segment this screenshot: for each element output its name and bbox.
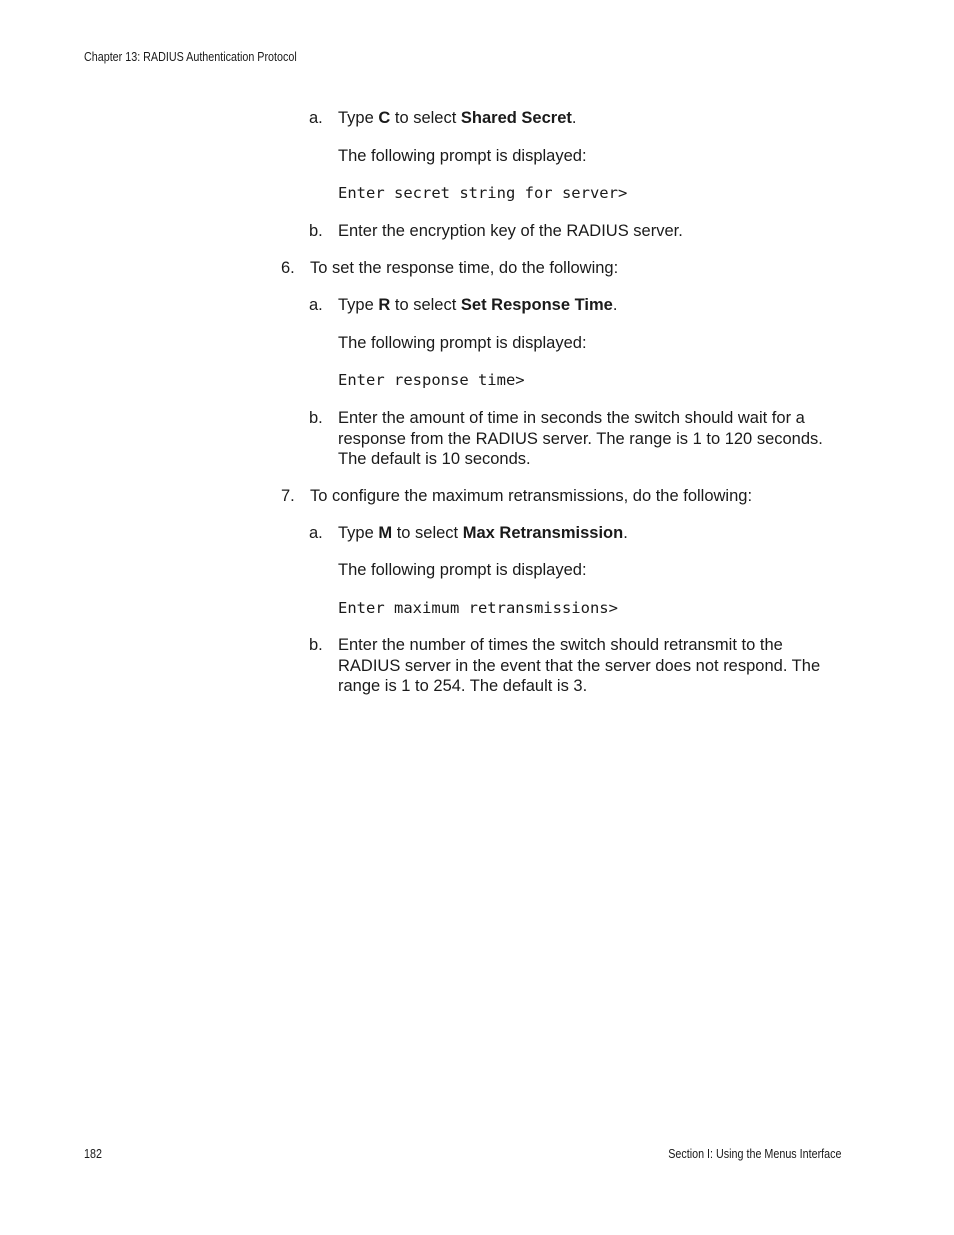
substep-marker: a.	[309, 524, 323, 542]
substep-text: Type C to select Shared Secret.	[338, 109, 577, 127]
menu-option: Max Retransmission	[462, 524, 624, 542]
key-letter: R	[378, 296, 391, 314]
substep-text: Enter the amount of time in seconds the switch should wait for a response from the RADIUS server. The range is 1 to 120 seconds. The default is 10 seconds.	[338, 409, 823, 468]
menu-option: Set Response Time	[460, 296, 613, 314]
prompt-intro: The following prompt is displayed:	[338, 147, 587, 165]
prompt-intro: The following prompt is displayed:	[338, 561, 587, 579]
prompt-code: Enter secret string for server>	[338, 184, 628, 202]
step-number: 6.	[281, 259, 295, 277]
menu-option: Shared Secret	[460, 109, 572, 127]
running-header: Chapter 13: RADIUS Authentication Protocol	[84, 50, 297, 64]
key-letter: M	[378, 524, 393, 542]
key-letter: C	[378, 109, 391, 127]
step-text: To set the response time, do the following:	[310, 259, 619, 277]
substep-marker: a.	[309, 296, 323, 314]
prompt-code: Enter response time>	[338, 371, 525, 389]
substep-marker: b.	[309, 222, 323, 240]
substep-text: Enter the encryption key of the RADIUS server.	[338, 222, 683, 240]
step-text: To configure the maximum retransmissions, do the following:	[310, 487, 753, 505]
substep-text: Enter the number of times the switch should retransmit to the RADIUS server in the event that the server does not respond. The range is 1 to 254. The default is 3.	[338, 636, 821, 695]
running-footer: Section I: Using the Menus Interface	[667, 1147, 841, 1161]
substep-marker: b.	[309, 636, 323, 654]
page-number: 182	[84, 1147, 102, 1161]
substep-text: Type M to select Max Retransmission.	[338, 524, 628, 542]
substep-marker: a.	[309, 109, 323, 127]
prompt-intro: The following prompt is displayed:	[338, 334, 587, 352]
step-number: 7.	[281, 487, 295, 505]
prompt-code: Enter maximum retransmissions>	[338, 599, 618, 617]
substep-marker: b.	[309, 409, 323, 427]
substep-text: Type R to select Set Response Time.	[338, 296, 618, 314]
